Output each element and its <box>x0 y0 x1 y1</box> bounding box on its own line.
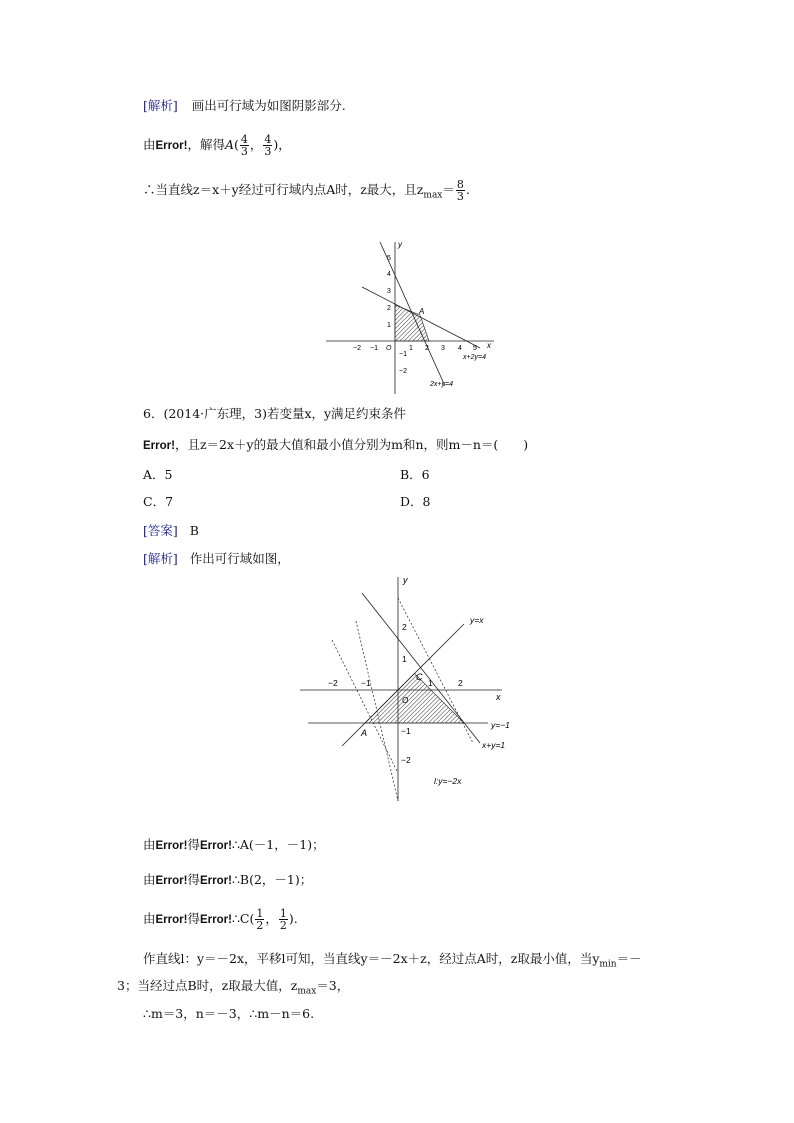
result: ∴B(2，－1)； <box>231 872 313 887</box>
line-label-y-eq-x: y=x <box>470 615 484 625</box>
y-axis-label: y <box>398 240 402 249</box>
feasible-region-figure-1 <box>322 236 502 396</box>
fraction <box>255 908 264 931</box>
text: ，且z＝2x＋y的最大值和最小值分别为m和n，则m－n＝( ) <box>174 437 529 452</box>
text: 作直线l：y＝－2x，平移l可知，当直线y＝－2x＋z，经过点A时，z取最小值，当y <box>143 951 600 966</box>
denominator: 3 <box>456 190 464 203</box>
option-a: A．5 <box>143 467 173 482</box>
text: ＝3， <box>316 978 350 993</box>
y-tick: 3 <box>387 288 391 295</box>
solution-line-a <box>143 837 325 854</box>
x-axis-label: x <box>496 692 501 702</box>
text: 得 <box>187 872 200 887</box>
text: 由 <box>143 837 156 852</box>
line-label: x+2y=4 <box>463 354 486 361</box>
y-tick: 5 <box>387 255 391 262</box>
text: 3；当经过点B时，z取最大值，z <box>117 978 298 993</box>
x-tick: 1 <box>409 345 413 352</box>
q6-analysis-line <box>143 551 290 567</box>
x-tick: −2 <box>353 345 361 352</box>
y-tick: −2 <box>401 755 411 765</box>
y-tick: −2 <box>399 368 407 375</box>
x-tick: 2 <box>458 678 463 688</box>
x-tick: 5 <box>473 345 477 352</box>
solution-line-b <box>143 872 312 889</box>
y-tick: −1 <box>399 351 407 358</box>
p5-analysis-line <box>143 98 346 114</box>
text: 得 <box>187 911 200 926</box>
x-tick: 2 <box>425 345 429 352</box>
shaded-region <box>365 674 464 724</box>
option-b: B．6 <box>400 467 430 482</box>
subscript: min <box>599 959 617 970</box>
y-tick: 1 <box>387 322 391 329</box>
text: 由 <box>143 872 156 887</box>
p5-solve-line: 由Error!，解得A( $\frac{4}{3}$ ， $\frac{4}{3}$ )， <box>143 133 291 158</box>
analysis-tag: [解析] <box>143 551 178 566</box>
result: ∴A(－1，－1)； <box>231 837 325 852</box>
y-tick: −1 <box>401 726 411 736</box>
point-a-label: A <box>419 307 425 316</box>
text: 得 <box>187 837 200 852</box>
q6-stem: 6．(2014·广东理，3)若变量x，y满足约束条件 <box>143 406 407 421</box>
answer-tag: [答案] <box>143 523 178 538</box>
line-label-y-eq-neg1: y=−1 <box>491 720 510 730</box>
error-placeholder: Error! <box>199 914 232 926</box>
analysis-tag: [解析] <box>143 98 178 113</box>
error-placeholder: Error! <box>199 840 232 852</box>
p5-analysis-text: 画出可行域为如图阴影部分. <box>191 98 346 113</box>
conclusion-line-2 <box>117 978 349 1000</box>
denominator: 2 <box>256 919 264 932</box>
conclusion-line-3: ∴m＝3，n＝－3，∴m－n＝6. <box>143 1006 315 1021</box>
error-placeholder: Error! <box>155 140 188 152</box>
answer-line <box>143 523 199 539</box>
answer-value: B <box>189 523 199 538</box>
line-label-x-plus-y-eq-1: x+y=1 <box>482 740 506 750</box>
point-label: A <box>224 137 235 152</box>
denominator: 3 <box>240 145 248 158</box>
text: ＝－ <box>616 951 642 966</box>
feasible-region-figure-2 <box>298 573 520 803</box>
x-tick: 4 <box>458 345 462 352</box>
y-tick: 2 <box>402 622 407 632</box>
line-2x-plus-y-eq-4 <box>380 242 445 386</box>
line-label: 2x+y=4 <box>430 381 453 388</box>
numerator: 8 <box>456 178 464 191</box>
point-c-label: C <box>416 672 423 682</box>
numerator: 1 <box>279 907 287 920</box>
y-tick: 4 <box>387 271 391 278</box>
analysis-text: 作出可行域如图， <box>189 551 290 566</box>
line-label-l: l:y=−2x <box>434 776 462 786</box>
x-tick-labels <box>328 678 463 688</box>
x-axis-label: x <box>487 341 491 350</box>
fraction <box>456 179 465 202</box>
x-tick: −1 <box>370 345 378 352</box>
error-placeholder: Error! <box>155 840 188 852</box>
error-placeholder: Error! <box>155 875 188 887</box>
x-tick: 3 <box>441 345 445 352</box>
subscript: max <box>423 190 443 201</box>
numerator: 4 <box>264 133 272 146</box>
fraction <box>240 134 249 157</box>
numerator: 4 <box>240 133 248 146</box>
x-tick: 1 <box>428 678 433 688</box>
text: ∴当直线z＝x＋y经过可行域内点A时，z最大，且z <box>143 182 424 197</box>
text: ∴C( <box>231 911 255 926</box>
solution-line-c <box>143 905 298 934</box>
y-tick: 1 <box>402 654 407 664</box>
denominator: 2 <box>279 919 287 932</box>
fraction <box>263 134 272 157</box>
p5-conclusion-line: ∴当直线z＝x＋y经过可行域内点A时，z最大，且$z_{max}=$ $\frac{8}{3}$ . <box>143 178 470 203</box>
text: ，解得 <box>187 137 225 152</box>
denominator: 3 <box>264 145 272 158</box>
error-placeholder: Error! <box>199 875 232 887</box>
option-c: C．7 <box>143 494 174 509</box>
origin-label: O <box>386 345 392 352</box>
subscript: max <box>297 986 317 997</box>
point-a-label: A <box>361 728 368 738</box>
fraction <box>279 908 288 931</box>
text: 由 <box>143 137 156 152</box>
text: ， <box>265 911 278 926</box>
origin-label: O <box>402 696 409 705</box>
x-tick: −2 <box>328 678 338 688</box>
error-placeholder: Error! <box>143 440 175 452</box>
option-d: D．8 <box>400 494 431 509</box>
text: ＝ <box>442 182 455 197</box>
x-tick: −1 <box>361 678 371 688</box>
y-axis-label: y <box>403 575 408 585</box>
conclusion-line-1 <box>143 951 642 973</box>
text: ). <box>288 911 298 926</box>
x-tick-labels <box>353 345 477 352</box>
q6-stem-2 <box>143 437 528 454</box>
text: 由 <box>143 911 156 926</box>
y-tick: 2 <box>387 305 391 312</box>
numerator: 1 <box>256 907 264 920</box>
error-placeholder: Error! <box>155 914 188 926</box>
